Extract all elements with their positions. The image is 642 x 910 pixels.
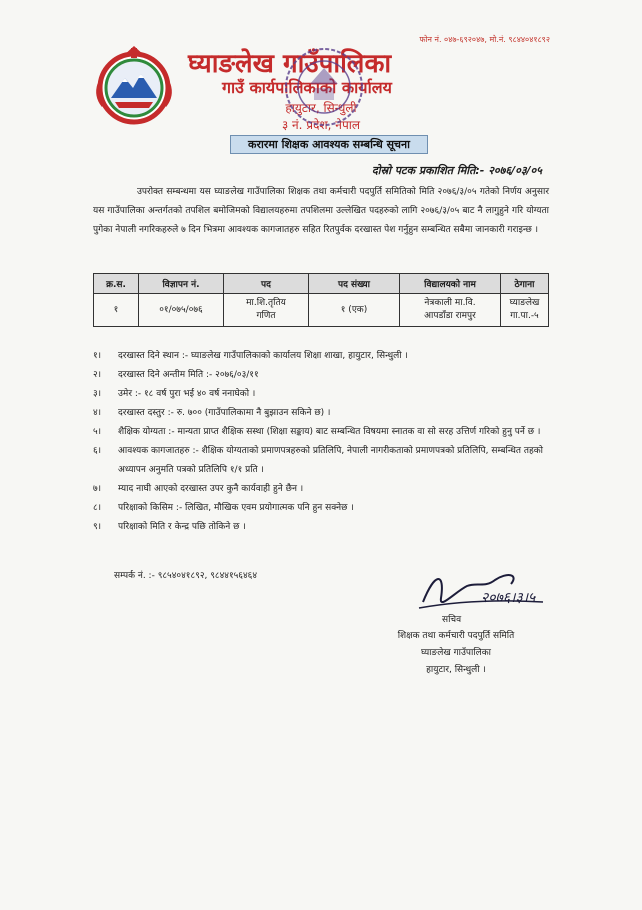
item-text: दरखास्त दस्तुर :- रु. ७०० (गाउँपालिकामा नै बुझाउन सकिने छ) । bbox=[118, 408, 331, 418]
signature-date: २०७६।३।५ bbox=[481, 590, 536, 606]
office-subtitle: गाउँ कार्यपालिकाको कार्यालय bbox=[222, 78, 392, 97]
table-cell-ad-no: ०१/०७५/०७६ bbox=[139, 294, 224, 327]
school-location: आपडाँडा रामपुर bbox=[424, 311, 476, 321]
item-text: शैक्षिक योग्यता :- मान्यता प्राप्त शैक्षिक सस्था (शिक्षा सङ्काय) बाट सम्बन्धित विषयमा स्नातक वा सो सरह उत्तिर्ण गरिको हुनु पर्ने छ । bbox=[118, 427, 541, 437]
item-number: ८। bbox=[93, 503, 102, 513]
table-row bbox=[94, 294, 549, 327]
list-item bbox=[93, 385, 549, 404]
item-number: ५। bbox=[93, 427, 102, 437]
table-cell-address bbox=[501, 294, 549, 327]
list-item bbox=[93, 442, 549, 480]
notice-paragraph: उपरोक्त सम्बन्धमा यस घ्याङलेख गाउँपालिका शिक्षक तथा कर्मचारी पदपुर्ति समितिको मिति २०७६/३/०५ गतेको निर्णय अनुसार यस गाउँपालिका अन्तर्गतको तपशिल बमोजिमको विद्यालयहरुमा तपशिलमा उल्लेखित पदहरुको लागि २०७६/३/०५ बाट नै लागुहुने गरि योग्यता पुगेका नेपाली नगरिकहरुले ७ दिन भित्रमा आवश्यक कागजातहरु सहित रितपुर्वक दरखास्त पेश गर्नुहुन सम्बन्धित सबैमा जानकारी गराइन्छ । bbox=[93, 187, 549, 235]
column-header: विद्यालयको नाम bbox=[400, 274, 501, 294]
signatory-office: घ्याङलेख गाउँपालिका bbox=[420, 648, 492, 658]
item-number: ९। bbox=[93, 522, 102, 532]
item-number: ७। bbox=[93, 484, 102, 494]
signatory-place: हायुटार, सिन्धुली । bbox=[426, 665, 486, 675]
notice-title: करारमा शिक्षक आवश्यक सम्बन्धि सूचना bbox=[230, 135, 428, 154]
list-item bbox=[93, 404, 549, 423]
address-municipality: घ्याङलेख bbox=[509, 298, 540, 308]
conditions-list bbox=[93, 347, 549, 537]
item-number: १। bbox=[93, 351, 102, 361]
publish-date: दोस्रो पटक प्रकाशित मिति:- २०७६/०३/०५ bbox=[371, 164, 542, 177]
item-text: परिक्षाको किसिम :- लिखित, मौखिक एवम प्रयोगात्मक पनि हुन सक्नेछ । bbox=[118, 503, 354, 513]
address-ward: गा.पा.-५ bbox=[510, 311, 539, 321]
item-text: परिक्षाको मिति र केन्द्र पछि तोकिने छ । bbox=[118, 522, 246, 532]
header-phone: फोन नं. ०४७-६९२०४७, मो.नं. ९८४४०४१८९२ bbox=[419, 35, 550, 44]
column-header: पद संख्या bbox=[309, 274, 400, 294]
list-item bbox=[93, 423, 549, 442]
signature-icon bbox=[415, 562, 555, 620]
table-cell-count: १ (एक) bbox=[309, 294, 400, 327]
column-header: विज्ञापन नं. bbox=[139, 274, 224, 294]
post-level: मा.शि.तृतिय bbox=[246, 298, 286, 308]
list-item bbox=[93, 480, 549, 499]
table-cell-post bbox=[224, 294, 309, 327]
item-number: २। bbox=[93, 370, 102, 380]
municipality-title: घ्याङलेख गाउँपालिका bbox=[188, 49, 392, 79]
list-item bbox=[93, 499, 549, 518]
vacancy-table bbox=[93, 273, 549, 327]
signatory-committee: शिक्षक तथा कर्मचारी पदपुर्ति समिति bbox=[397, 631, 515, 641]
column-header: ठेगाना bbox=[501, 274, 549, 294]
table-cell-school bbox=[400, 294, 501, 327]
list-item bbox=[93, 347, 549, 366]
office-address: ३ नं. प्रदेश, नेपाल bbox=[281, 118, 361, 132]
signatory-role: सचिव bbox=[442, 615, 462, 625]
item-text: म्याद नाघी आएको दरखास्त उपर कुनै कार्यवाही हुने छैन । bbox=[118, 484, 304, 494]
contact-numbers: सम्पर्क नं. :- ९८५४०४१८९२, ९८४४१५६४६४ bbox=[114, 571, 258, 581]
post-subject: गणित bbox=[256, 311, 276, 321]
item-text: दरखास्त दिने अन्तीम मिति :- २०७६/०३/११ bbox=[118, 370, 259, 380]
item-text: दरखास्त दिने स्थान :- घ्याङलेख गाउँपालिकाको कार्यालय शिक्षा शाखा, हायुटार, सिन्धुली । bbox=[118, 351, 408, 361]
item-number: ४। bbox=[93, 408, 102, 418]
office-place: हायुटार, सिन्धुली bbox=[285, 101, 357, 115]
office-seal-stamp bbox=[280, 44, 368, 130]
column-header: पद bbox=[224, 274, 309, 294]
item-number: ३। bbox=[93, 389, 102, 399]
item-text: उमेर :- १८ वर्ष पुरा भई ४० वर्ष ननाघेको । bbox=[118, 389, 256, 399]
item-number: ६। bbox=[93, 446, 102, 456]
school-name: नेत्रकाली मा.वि. bbox=[424, 298, 476, 308]
table-header-row bbox=[94, 274, 549, 294]
signatory-block bbox=[371, 628, 541, 679]
column-header: क्र.स. bbox=[94, 274, 139, 294]
list-item bbox=[93, 518, 549, 537]
item-text: आवश्यक कागजातहरु :- शैक्षिक योग्यताको प्रमाणपत्रहरुको प्रतिलिपि, नेपाली नागरीकताको प्रमाणपत्रको प्रतिलिपि, सम्बन्धित तहको अध्यापन अनुमति पत्रको प्रतिलिपि १/१ प्रति । bbox=[118, 446, 544, 475]
table-cell-sn: १ bbox=[94, 294, 139, 327]
list-item bbox=[93, 366, 549, 385]
